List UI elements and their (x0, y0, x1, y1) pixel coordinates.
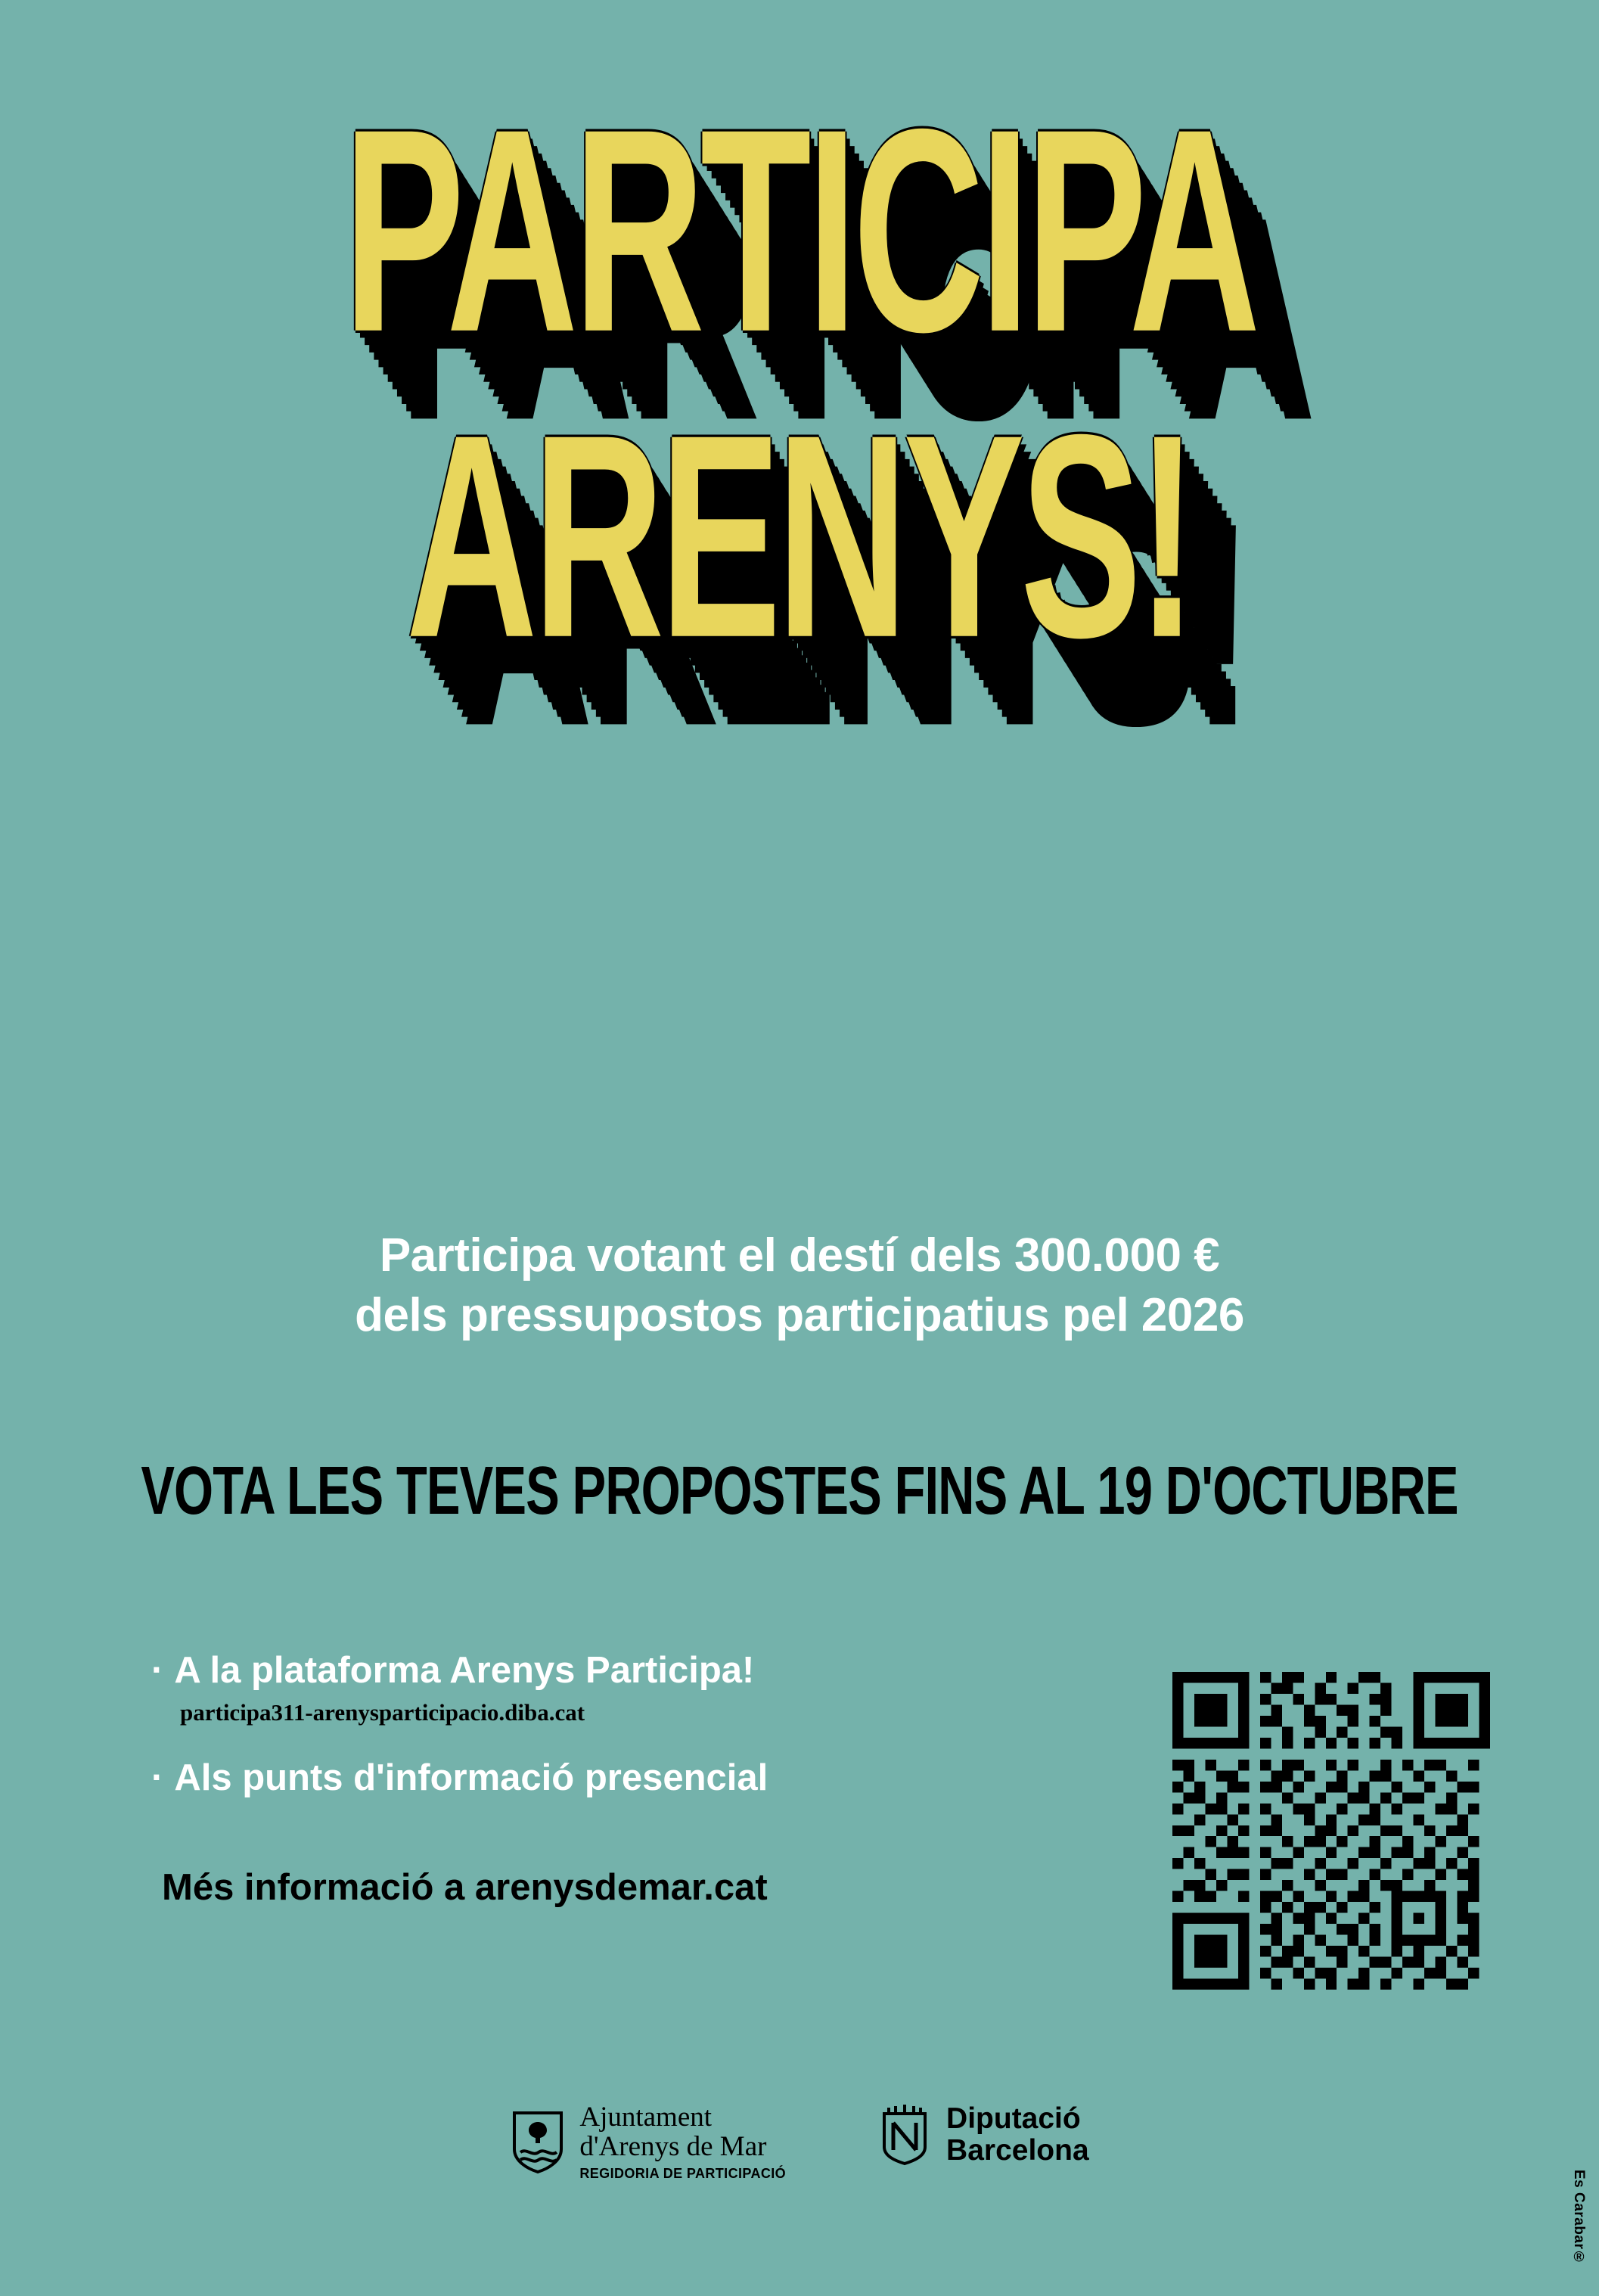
ajuntament-line-1: Ajuntament (579, 2102, 713, 2133)
footer-logos (0, 2103, 1599, 2181)
info-area (151, 1649, 1097, 1909)
diputacio-line-2: Barcelona (946, 2134, 1089, 2167)
ajuntament-line-3: REGIDORIA DE PARTICIPACIÓ (579, 2165, 787, 2181)
bullet-dot-icon: · (151, 1757, 164, 1799)
diputacio-line-1: Diputació (946, 2102, 1081, 2135)
subtitle-line-2: dels pressupostos participatius pel 2026 (355, 1289, 1244, 1342)
logo-ajuntament-arenys (510, 2103, 786, 2181)
headline-block (0, 69, 1599, 698)
headline-line-2: ARENYS! (405, 374, 1194, 698)
designer-credit: Es Carabar® (1571, 2170, 1587, 2266)
more-info-line: Més informació a arenysdemar.cat (162, 1866, 768, 1908)
qr-code-container[interactable] (1172, 1672, 1490, 1990)
diputacio-logo-text (946, 2103, 1089, 2167)
ajuntament-line-2: d'Arenys de Mar (579, 2130, 767, 2162)
platform-url-link[interactable]: participa311-arenysparticipacio.diba.cat (180, 1699, 585, 1726)
bullet-dot-icon: · (151, 1650, 164, 1691)
vote-deadline-line: VOTA LES TEVES PROPOSTES FINS AL 19 D'OCTUBRE (141, 1453, 1458, 1529)
headline-line-1: PARTICIPA (343, 69, 1256, 393)
qr-code-icon[interactable] (1172, 1672, 1490, 1990)
ajuntament-shield-icon (510, 2110, 566, 2173)
logo-diputacio-barcelona (877, 2103, 1089, 2167)
bullet-label-presencial: Als punts d'informació presencial (174, 1757, 768, 1799)
bullet-item-platform (151, 1649, 1097, 1692)
ajuntament-logo-text (579, 2103, 786, 2181)
subtitle-line-1: Participa votant el destí dels 300.000 € (379, 1229, 1220, 1282)
bullet-label-platform: A la plataforma Arenys Participa! (174, 1650, 755, 1691)
bullet-item-presencial (151, 1757, 1097, 1799)
diputacio-crest-icon (877, 2103, 933, 2167)
subtitle (0, 1226, 1599, 1346)
